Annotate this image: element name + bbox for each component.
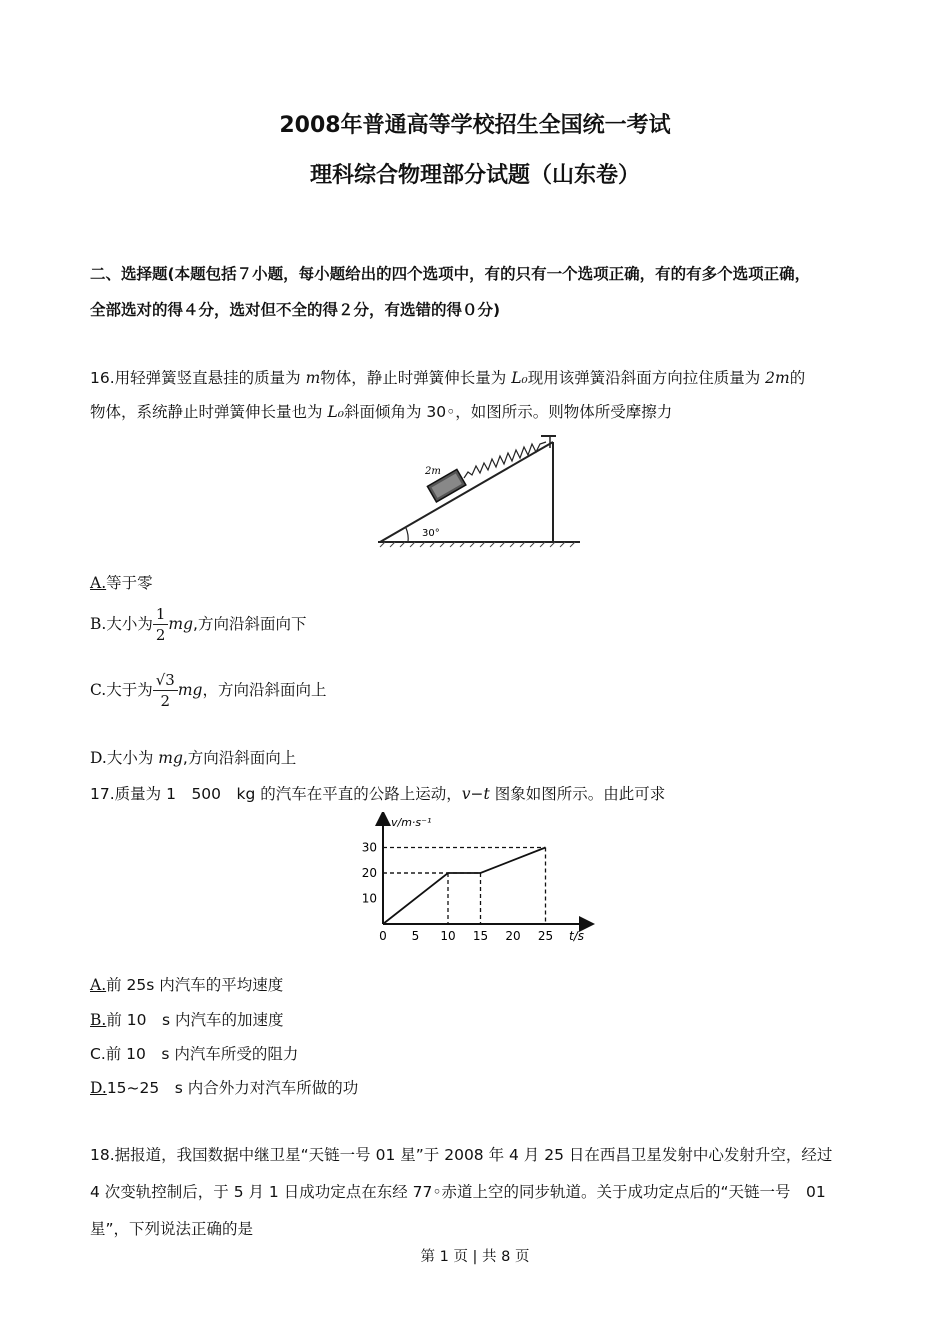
angle-arc (406, 528, 408, 542)
q16-stem-line1: 16.用轻弹簧竖直悬挂的质量为 m物体，静止时弹簧伸长量为 L₀现用该弹簧沿斜面方向拉住质量为 2m的 (90, 369, 806, 387)
page-footer: 第 1 页 | 共 8 页 (420, 1249, 530, 1265)
vt-chart (355, 812, 600, 947)
x-axis-label: t/s (569, 929, 584, 943)
y-tick-label: 30 (361, 840, 377, 855)
angle-label: 30° (422, 528, 440, 539)
y-tick-label: 10 (361, 891, 377, 906)
x-tick-label: 10 (440, 929, 456, 943)
q16-option-d[interactable]: D.大小为 mg,方向沿斜面向上 (90, 749, 297, 767)
series-line (383, 848, 546, 925)
spring (464, 442, 546, 478)
q16-option-b[interactable]: B.大小为 $\frac{1}{2}$ mg,方向沿斜面向下 (90, 605, 307, 644)
q17-option-c[interactable]: C.前 10 s 内汽车所受的阻力 (90, 1045, 299, 1063)
x-tick-label: 5 (411, 929, 420, 943)
x-tick-label: 0 (379, 929, 387, 943)
q17-option-a[interactable]: A.前 25s 内汽车的平均速度 (90, 976, 284, 994)
mass-label: 2m (425, 466, 441, 477)
q17-stem: 17.质量为 1 500 kg 的汽车在平直的公路上运动，v−t 图象如图所示。由此可求 (90, 785, 666, 803)
q16-option-c[interactable]: C.大于为 $\frac{√3}{2}$ mg，方向沿斜面向上 (90, 671, 327, 710)
fraction-sqrt3-over-2: $\frac{√3}{2}$ (153, 670, 178, 711)
y-tick-label: 20 (361, 866, 377, 880)
q16-stem-line2: 物体，系统静止时弹簧伸长量也为 L₀斜面倾角为 30◦，如图所示。则物体所受摩擦力 (90, 403, 673, 421)
section-header-line2: 全部选对的得４分，选对但不全的得２分，有选错的得０分) (90, 301, 501, 319)
exam-subtitle: 理科综合物理部分试题（山东卷） (309, 163, 640, 188)
fraction-half: $\frac{1}{2}$ (153, 604, 169, 645)
incline-surface (380, 442, 553, 542)
q18-stem-line1: 18.据报道，我国数据中继卫星“天链一号 01 星”于 2008 年 4 月 25 日在西昌卫星发射中心发射升空，经过 (90, 1146, 833, 1164)
q18-stem-line2: 4 次变轨控制后，于 5 月 1 日成功定点在东经 77◦赤道上空的同步轨道。关于成功定点后的“天链一号 01 (90, 1183, 826, 1201)
q18-stem-line3: 星”，下列说法正确的是 (90, 1220, 254, 1238)
x-tick-label: 20 (505, 929, 521, 943)
q16-option-a[interactable]: A.等于零 (90, 574, 153, 592)
y-axis-label: v/m·s⁻¹ (391, 816, 432, 829)
q17-option-d[interactable]: D.15~25 s 内合外力对汽车所做的功 (90, 1079, 359, 1097)
x-tick-label: 25 (537, 929, 554, 943)
q17-option-b[interactable]: B.前 10 s 内汽车的加速度 (90, 1011, 284, 1029)
x-tick-label: 15 (472, 929, 489, 943)
section-header-line1: 二、选择题(本题包括７小题，每小题给出的四个选项中，有的只有一个选项正确，有的有多个选项正确， (90, 265, 811, 283)
incline-figure (370, 428, 585, 554)
exam-title: 2008年普通高等学校招生全国统一考试 (279, 113, 671, 138)
